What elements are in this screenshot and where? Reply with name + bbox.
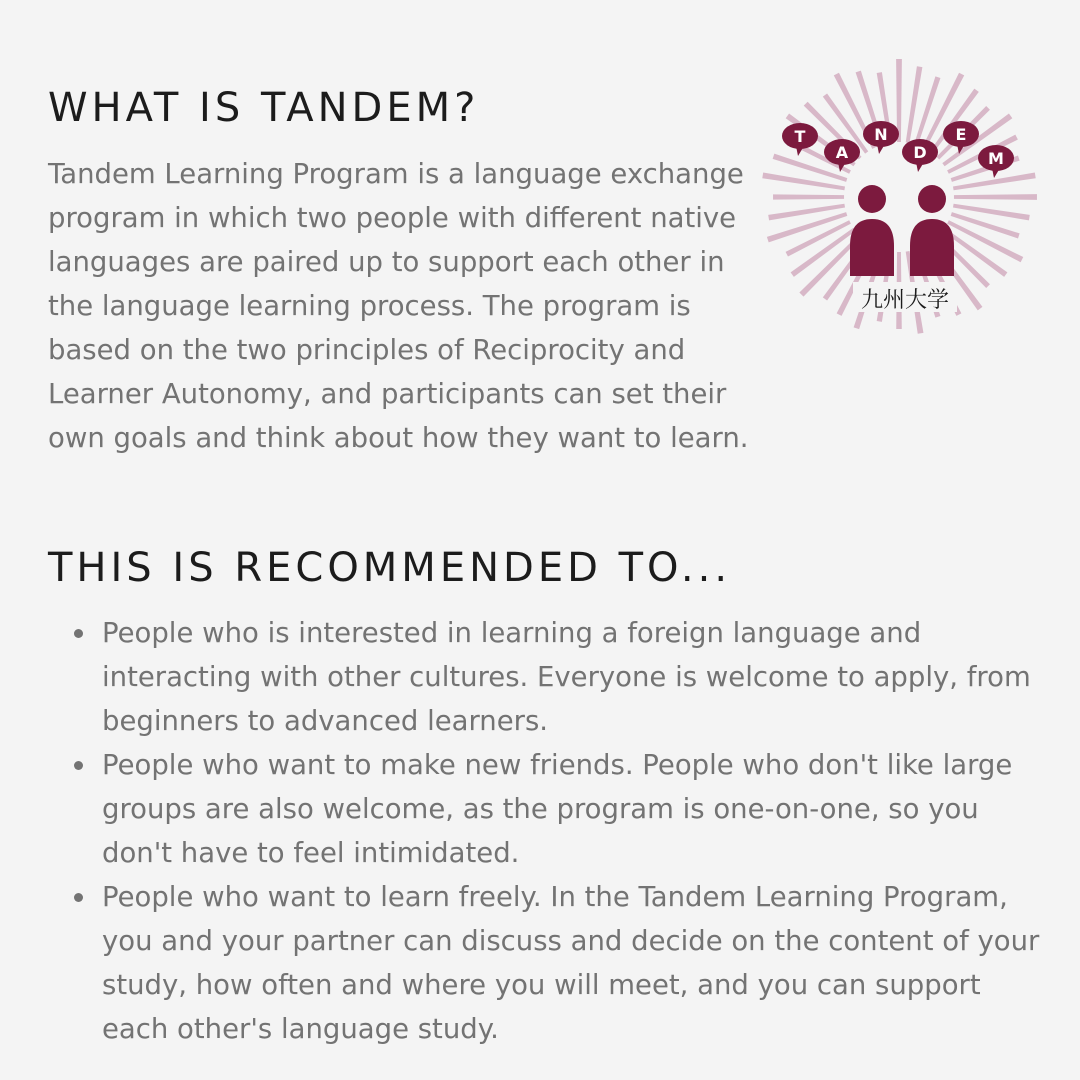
person-right-icon [910,185,954,276]
logo-letter-m: M [988,149,1004,168]
person-left-icon [850,185,894,276]
bullet-icon [74,761,83,770]
logo-caption: 九州大学 [860,288,950,313]
list-item [102,875,1052,1051]
bubble-a [824,139,860,172]
logo-letter-t: T [794,127,806,146]
sunburst-ray [954,194,1037,200]
recommended-heading: THIS IS RECOMMENDED TO... [48,545,732,591]
logo-letter-n: N [874,125,888,144]
intro-paragraph: Tandem Learning Program is a language exchange program in which two people with different native languages are paired up to support each other in the language learning process. The program is based on the two principles of Reciprocity and Learner Autonomy, and participants can set their own goals and think about how they want to learn. [48,158,749,454]
list-item-text: People who want to make new friends. People who don't like large groups are also welcome, as the program is one-on-one, so you don't have to feel intimidated. [102,749,1013,869]
recommendation-list [102,611,1052,1051]
what-is-tandem-heading: WHAT IS TANDEM? [48,85,480,131]
list-item-text: People who is interested in learning a foreign language and interacting with other cultures. Everyone is welcome to apply, from beginners to advanced learners. [102,617,1031,737]
sunburst-ray [773,194,844,199]
bubble-m [978,145,1014,178]
bubble-d [902,139,938,172]
tandem-logo [758,56,1040,338]
logo-letter-a: A [835,143,849,162]
logo-letter-d: D [913,143,927,162]
bullet-icon [74,629,83,638]
bubble-n [863,121,899,154]
bullet-icon [74,893,83,902]
list-item [102,743,1052,875]
list-item [102,611,1052,743]
list-item-text: People who want to learn freely. In the Tandem Learning Program, you and your partner can discuss and decide on the content of your study, how often and where you will meet, and you can support each other's language study. [102,881,1040,1045]
logo-letter-e: E [955,125,967,144]
